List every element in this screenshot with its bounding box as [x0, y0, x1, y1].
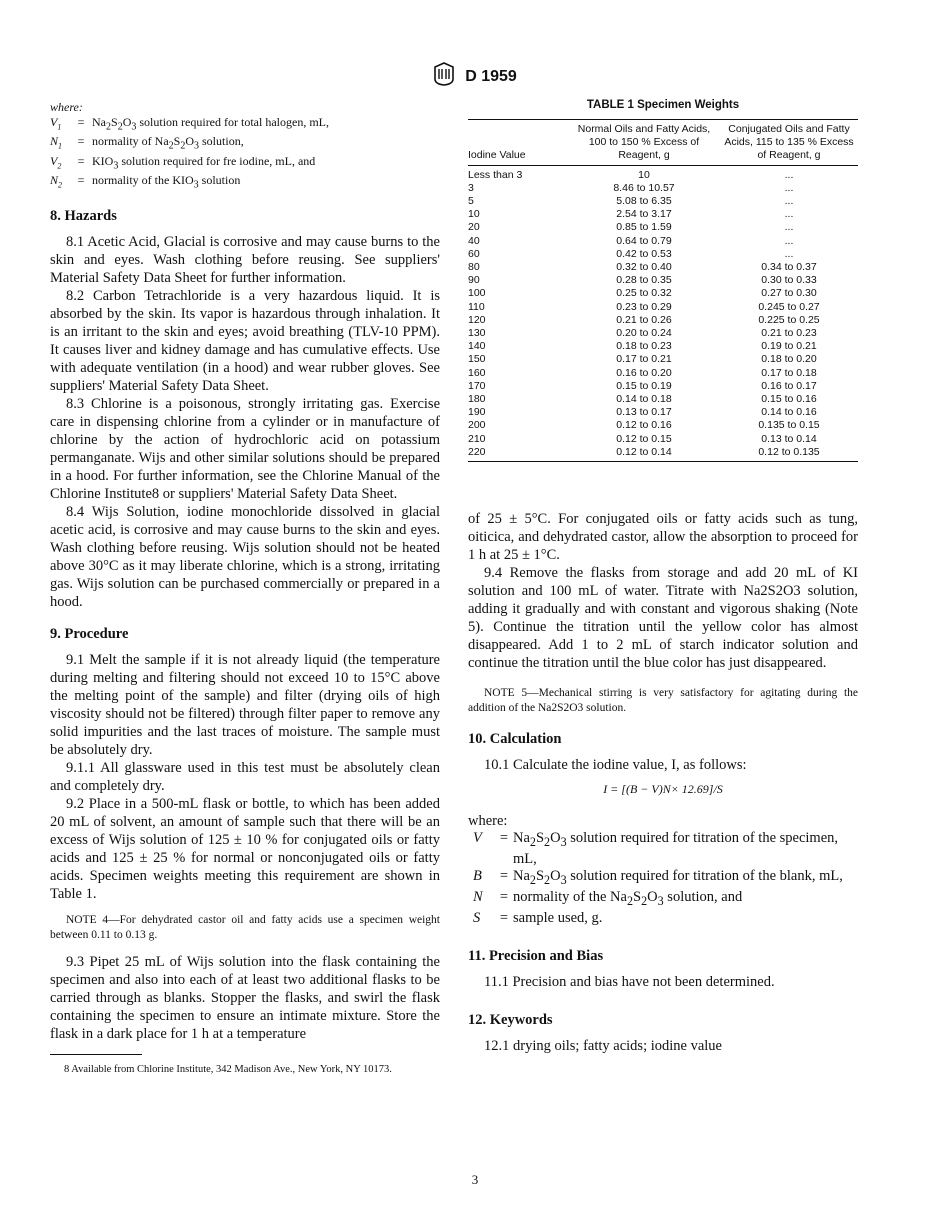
def-row: S = sample used, g.	[468, 910, 858, 927]
table-row	[468, 182, 858, 195]
table-cell: 120	[468, 313, 486, 326]
table-cell: 150	[468, 353, 486, 366]
doc-number: D 1959	[465, 67, 517, 85]
def-row: V = $Na_2S_2O_3$ solution required for titration of the specimen, mL,	[468, 830, 858, 868]
table-row	[468, 287, 858, 300]
table-cell: 110	[468, 300, 485, 313]
table-row	[468, 208, 858, 221]
note: NOTE 5—Mechanical stirring is very satisfactory for agitating during the addition of the Na2S2O3 solution.	[468, 687, 858, 715]
table-row	[468, 235, 858, 248]
var-row: $N_2$ = normality of the $KIO_3$ solution	[50, 173, 440, 192]
def-symbol: N	[473, 888, 483, 905]
table-row	[468, 314, 858, 327]
note: NOTE 4—For dehydrated castor oil and fatty acids use a specimen weight between 0.11 to 0.13 g.	[50, 913, 440, 941]
table-cell: 8.46 to 10.57	[613, 181, 675, 194]
table-row	[468, 433, 858, 446]
where-label: where:	[468, 813, 508, 830]
paragraph: 8.4 Wijs Solution, iodine monochloride dissolved in glacial acetic acid, is corrosive and may cause burns to the skin and eyes. Wash clothing before reusing. Wijs solution should not be heated above 30°C as it may liberate chlorine, which is a strong, irritating gas. Wijs solution can be purchased commercially or prepared in a hood.	[50, 503, 440, 610]
table-cell: 0.25 to 0.32	[616, 287, 672, 300]
table-row	[468, 195, 858, 208]
footnote: 8 Available from Chlorine Institute, 342 Madison Ave., New York, NY 10173.	[64, 1064, 392, 1075]
table-cell: ...	[784, 181, 794, 194]
astm-logo	[433, 62, 455, 91]
table-cell: 0.17 to 0.18	[761, 366, 817, 379]
table-cell: 0.12 to 0.14	[568, 446, 720, 462]
table-cell: 0.42 to 0.53	[616, 247, 672, 260]
table-cell: 0.30 to 0.33	[761, 274, 817, 287]
paragraph: of 25 ± 5°C. For conjugated oils or fatty acids such as tung, oiticica, and dehydrated castor, allow the absorption to proceed for 1 h at 25 ± 1°C.	[468, 511, 858, 564]
var-text: normality of the $KIO_3$ solution	[92, 173, 241, 191]
table-cell: 0.12 to 0.135	[720, 446, 858, 462]
var-row: $N_1$ = normality of $Na_2S_2O_3$ solution,	[50, 134, 440, 153]
table-row	[468, 165, 858, 182]
def-symbol: B	[473, 867, 482, 884]
table-cell: 0.23 to 0.29	[616, 300, 672, 313]
continued-text	[468, 510, 858, 716]
table-row	[468, 261, 858, 274]
def-row: N = normality of the $Na_2S_2O_3$ solution, and	[468, 889, 858, 910]
var-text: normality of $Na_2S_2O_3$ solution,	[92, 134, 244, 152]
table-cell: 10	[638, 168, 650, 181]
table-cell: 3	[468, 181, 474, 194]
table-cell: 0.17 to 0.21	[616, 353, 672, 366]
table-cell: 0.64 to 0.79	[616, 234, 672, 247]
var-text: $KIO_3$ solution required for fre iodine, mL, and	[92, 153, 316, 172]
table-header-row	[468, 120, 858, 166]
table-row	[468, 419, 858, 432]
def-text: sample used, g.	[513, 909, 603, 926]
table-cell: 100	[468, 287, 486, 300]
section-heading: 9. Procedure	[50, 625, 129, 642]
where-label: where:	[50, 100, 83, 114]
paragraph: 9.3 Pipet 25 mL of Wijs solution into the flask containing the specimen and also into each of at least two additional flasks to be carried through as blanks. Stopper the flasks, and swirl the flask containing the specimen to ensure an intimate mixture. Store the flask in a dark place for 1 h at a temperature	[50, 953, 440, 1042]
table-cell: 40	[468, 234, 480, 247]
table-row	[468, 380, 858, 393]
paragraph: 9.1.1 All glassware used in this test must be absolutely clean and completely dry.	[50, 759, 440, 794]
right-column	[468, 96, 858, 1055]
def-text: normality of the $Na_2S_2O_3$ solution, and	[513, 888, 743, 908]
table-cell: 0.135 to 0.15	[758, 419, 820, 432]
section-heading: 12. Keywords	[468, 1011, 553, 1028]
section-heading: 10. Calculation	[468, 731, 562, 748]
table-cell: 0.13 to 0.14	[761, 432, 817, 445]
table-cell: 190	[468, 406, 486, 419]
paragraph: 8.3 Chlorine is a poisonous, strongly irritating gas. Exercise care in dispensing chlorine from a cylinder or in manufacture of chlorine by the action of hydrochloric acid on potassium permanganate. Wijs and other similar solutions should be prepared in a hood. For further information, see the Chlorine Manual of the Chlorine Institute8 or suppliers' Material Safety Data Sheet.	[50, 395, 440, 502]
table-cell: 0.13 to 0.17	[616, 406, 672, 419]
table-cell: 5	[468, 195, 474, 208]
var-text: $Na_2S_2O_3$ solution required for total halogen, mL,	[92, 115, 329, 133]
table-cell: 200	[468, 419, 486, 432]
table-cell: 180	[468, 393, 486, 406]
table-row	[468, 353, 858, 366]
table-cell: 0.85 to 1.59	[616, 221, 672, 234]
table-cell: 220	[468, 446, 568, 462]
table-row	[468, 221, 858, 234]
def-symbol: S	[473, 909, 481, 926]
table-cell: 0.15 to 0.19	[616, 379, 672, 392]
table-cell: 0.18 to 0.20	[761, 353, 817, 366]
table-cell: 130	[468, 327, 486, 340]
table-cell: 0.16 to 0.17	[761, 379, 817, 392]
paragraph: 10.1 Calculate the iodine value, I, as follows:	[484, 757, 747, 774]
table-cell: ...	[784, 234, 794, 247]
table-title: TABLE 1 Specimen Weights	[586, 99, 740, 111]
column-header: Normal Oils and Fatty Acids, 100 to 150 % Excess of Reagent, g	[568, 120, 720, 166]
formula-definitions	[468, 830, 858, 927]
table-row	[468, 301, 858, 314]
table-row	[468, 393, 858, 406]
def-symbol: V	[473, 830, 482, 847]
formula: I = [(B − V)N× 12.69]/S	[603, 782, 723, 797]
footnote-divider	[50, 1054, 142, 1055]
table-body	[468, 165, 858, 461]
table-cell: 0.14 to 0.16	[761, 406, 817, 419]
var-row: $V_2$ = $KIO_3$ solution required for fre iodine, mL, and	[50, 154, 440, 173]
table-cell: 80	[468, 261, 480, 274]
table-cell: 90	[468, 274, 480, 287]
table-cell: ...	[784, 247, 794, 260]
table-cell: ...	[784, 208, 794, 221]
table-cell: 60	[468, 247, 480, 260]
table-row	[468, 367, 858, 380]
table-cell: 0.16 to 0.20	[616, 366, 672, 379]
def-text: $Na_2S_2O_3$ solution required for titration of the blank, mL,	[513, 867, 843, 887]
table-cell: 0.28 to 0.35	[616, 274, 672, 287]
paragraph: 9.1 Melt the sample if it is not already liquid (the temperature during melting and filtering should not exceed 10 to 15°C above the melting point of the sample) and filter (drying oils of high viscosity should not be filtered) through filter paper to remove any solid impurities and the last traces of moisture. The sample must be absolutely dry.	[50, 651, 440, 758]
table-cell: 0.32 to 0.40	[616, 261, 672, 274]
table-cell: 0.14 to 0.18	[616, 393, 672, 406]
table-row	[468, 446, 858, 462]
page-number: 3	[471, 1172, 479, 1187]
table-cell: 2.54 to 3.17	[616, 208, 672, 221]
column-header: Iodine Value	[468, 120, 568, 166]
table-cell: 0.27 to 0.30	[761, 287, 817, 300]
table-cell: Less than 3	[468, 168, 523, 181]
section-heading: 8. Hazards	[50, 207, 117, 224]
table-cell: 0.34 to 0.37	[761, 261, 817, 274]
variable-definitions	[50, 115, 440, 193]
table-row	[468, 340, 858, 353]
table-cell: 5.08 to 6.35	[616, 195, 672, 208]
table-cell: ...	[784, 195, 794, 208]
table-cell: 210	[468, 432, 486, 445]
table-cell: 0.225 to 0.25	[758, 313, 820, 326]
table-cell: 160	[468, 366, 486, 379]
var-row: $V_1$ = $Na_2S_2O_3$ solution required for total halogen, mL,	[50, 115, 440, 134]
section-heading: 11. Precision and Bias	[468, 947, 604, 964]
table-cell: 10	[468, 208, 480, 221]
table-cell: ...	[784, 168, 794, 181]
specimen-weights-table	[468, 119, 858, 462]
table-cell: 0.12 to 0.16	[616, 419, 672, 432]
table-row	[468, 327, 858, 340]
table-cell: 140	[468, 340, 486, 353]
table-cell: 0.21 to 0.23	[761, 327, 817, 340]
table-cell: 0.18 to 0.23	[616, 340, 672, 353]
paragraph: 11.1 Precision and bias have not been determined.	[484, 973, 775, 990]
table-cell: 20	[468, 221, 480, 234]
table-cell: 0.20 to 0.24	[616, 327, 672, 340]
table-cell: 0.15 to 0.16	[761, 393, 817, 406]
def-row: B = $Na_2S_2O_3$ solution required for titration of the blank, mL,	[468, 868, 858, 889]
paragraph: 12.1 drying oils; fatty acids; iodine value	[484, 1037, 722, 1054]
table-cell: 0.21 to 0.26	[616, 313, 672, 326]
table-row	[468, 248, 858, 261]
table-cell: 0.245 to 0.27	[758, 300, 820, 313]
paragraph: 9.4 Remove the flasks from storage and add 20 mL of KI solution and 100 mL of water. Titrate with Na2S2O3 solution, adding it gradually and with constant and vigorous shaking (Note 5). Continue the titration until the yellow color has almost disappeared. Add 1 to 2 mL of starch indicator solution and continue the titration until the blue color has just disappeared.	[468, 565, 858, 672]
paragraph: 9.2 Place in a 500-mL flask or bottle, to which has been added 20 mL of solvent, an amount of sample such that there will be an excess of Wijs solution of 125 ± 10 % for conjugated oils or fatty acids and 125 ± 25 % for normal or nonconjugated oils or fatty acids. Specimen weights meeting this requirement are shown in Table 1.	[50, 795, 440, 902]
page-header	[0, 62, 950, 91]
table-row	[468, 274, 858, 287]
table-cell: 0.12 to 0.15	[616, 432, 672, 445]
table-cell: ...	[784, 221, 794, 234]
table-cell: 0.19 to 0.21	[761, 340, 817, 353]
paragraph: 8.2 Carbon Tetrachloride is a very hazardous liquid. It is absorbed by the skin. Its vapor is hazardous through inhalation. It is an irritant to the skin and eyes; avoid breathing (TLV-10 PPM). It causes liver and kidney damage and has cumulative effects. Use with adequate ventilation (in a hood) and wear rubber gloves. See suppliers' Material Safety Data Sheet.	[50, 287, 440, 394]
def-text: $Na_2S_2O_3$ solution required for titration of the specimen, mL,	[513, 830, 839, 867]
left-column	[50, 100, 440, 1043]
column-header: Conjugated Oils and Fatty Acids, 115 to 135 % Excess of Reagent, g	[720, 120, 858, 166]
table-row	[468, 406, 858, 419]
table-cell: 170	[468, 379, 486, 392]
paragraph: 8.1 Acetic Acid, Glacial is corrosive and may cause burns to the skin and eyes. Wash clothing before reusing. See suppliers' Material Safety Data Sheet for further information.	[50, 233, 440, 286]
